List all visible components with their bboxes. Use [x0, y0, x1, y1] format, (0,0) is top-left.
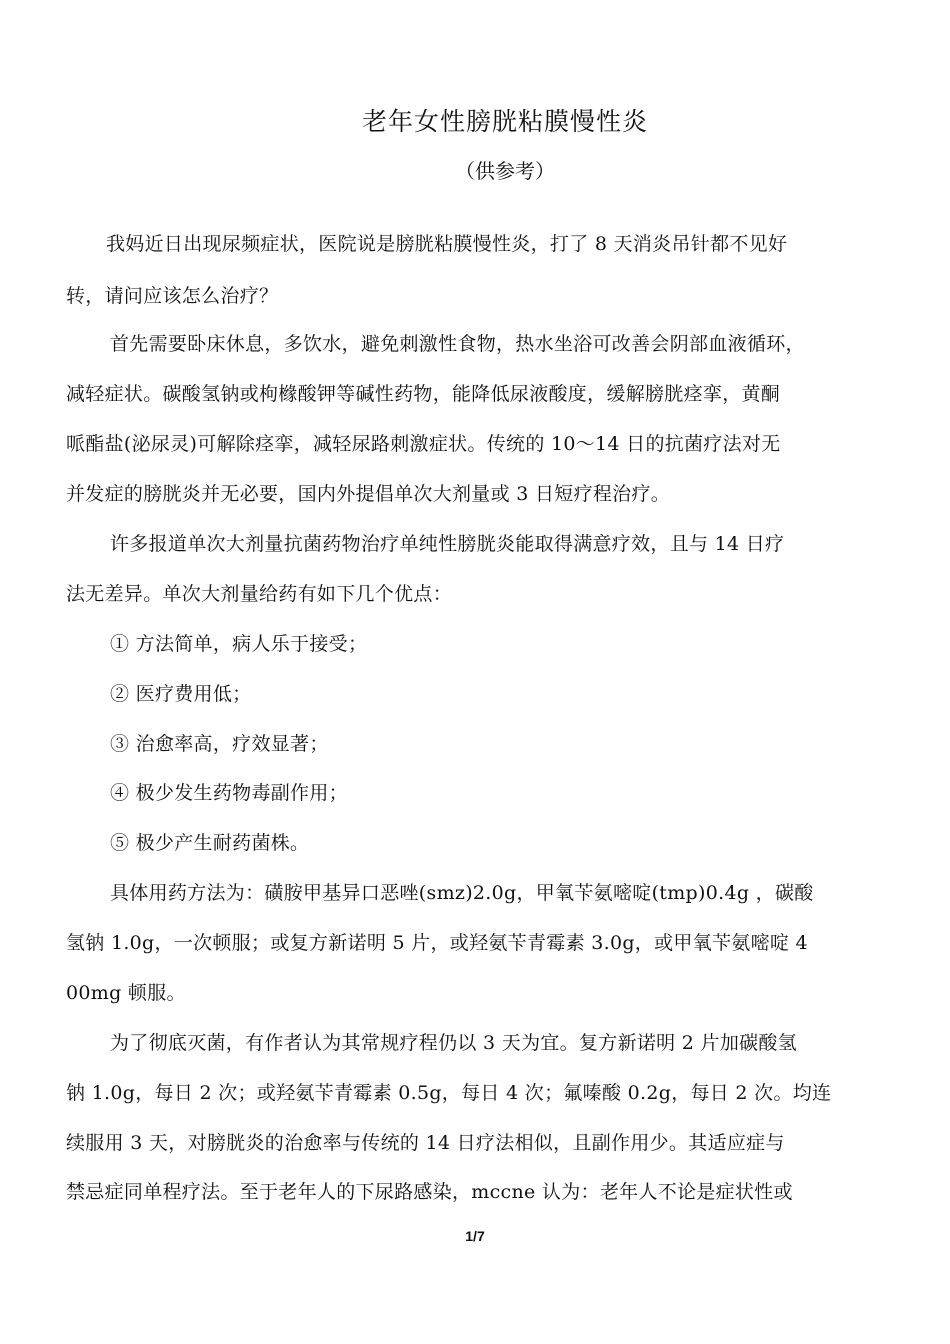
list-item: ① 方法简单，病人乐于接受； — [110, 633, 368, 655]
body-line: 为了彻底灭菌，有作者认为其常规疗程仍以 3 天为宜。复方新诺明 2 片加碳酸氢 — [110, 1032, 798, 1054]
body-line: 减轻症状。碳酸氢钠或枸橼酸钾等碱性药物，能降低尿液酸度，缓解膀胱痉挛，黄酮 — [66, 383, 781, 405]
document-title: 老年女性膀胱粘膜慢性炎 — [361, 107, 648, 136]
body-line: 首先需要卧床休息，多饮水，避免刺激性食物，热水坐浴可改善会阴部血液循环， — [110, 333, 805, 355]
list-item: ③ 治愈率高，疗效显著； — [110, 733, 329, 755]
body-line: 我妈近日出现尿频症状，医院说是膀胱粘膜慢性炎，打了 8 天消炎吊针都不见好 — [106, 233, 788, 255]
body-line: 哌酯盐(泌尿灵)可解除痉挛，减轻尿路刺激症状。传统的 10～14 日的抗菌疗法对无 — [66, 433, 781, 455]
list-item: ② 医疗费用低； — [110, 683, 252, 705]
body-line: 钠 1.0g，每日 2 次；或羟氨苄青霉素 0.5g，每日 4 次；氟嗪酸 0.2g，每日 2 次。均连 — [66, 1082, 832, 1104]
document-subtitle: （供参考） — [455, 159, 555, 183]
body-line: 具体用药方法为：磺胺甲基异口恶唑(smz)2.0g，甲氧苄氨嘧啶(tmp)0.4g ，碳酸 — [110, 882, 814, 904]
page-number: 1/7 — [465, 1228, 485, 1244]
list-item: ⑤ 极少产生耐药菌株。 — [110, 832, 310, 854]
body-line: 许多报道单次大剂量抗菌药物治疗单纯性膀胱炎能取得满意疗效，且与 14 日疗 — [110, 533, 785, 555]
body-line: 00mg 顿服。 — [66, 982, 186, 1004]
body-line: 续服用 3 天，对膀胱炎的治愈率与传统的 14 日疗法相似，且副作用少。其适应症与 — [66, 1132, 785, 1154]
body-line: 禁忌症同单程疗法。至于老年人的下尿路感染，mccne 认为：老年人不论是症状性或 — [66, 1181, 793, 1203]
body-line: 并发症的膀胱炎并无必要，国内外提倡单次大剂量或 3 日短疗程治疗。 — [66, 483, 671, 505]
body-line: 法无差异。单次大剂量给药有如下几个优点： — [66, 583, 453, 605]
body-line: 转，请问应该怎么治疗？ — [66, 285, 279, 307]
list-item: ④ 极少发生药物毒副作用； — [110, 782, 348, 804]
body-line: 氢钠 1.0g，一次顿服；或复方新诺明 5 片，或羟氨苄青霉素 3.0g，或甲氧苄氨嘧啶 4 — [66, 932, 808, 954]
